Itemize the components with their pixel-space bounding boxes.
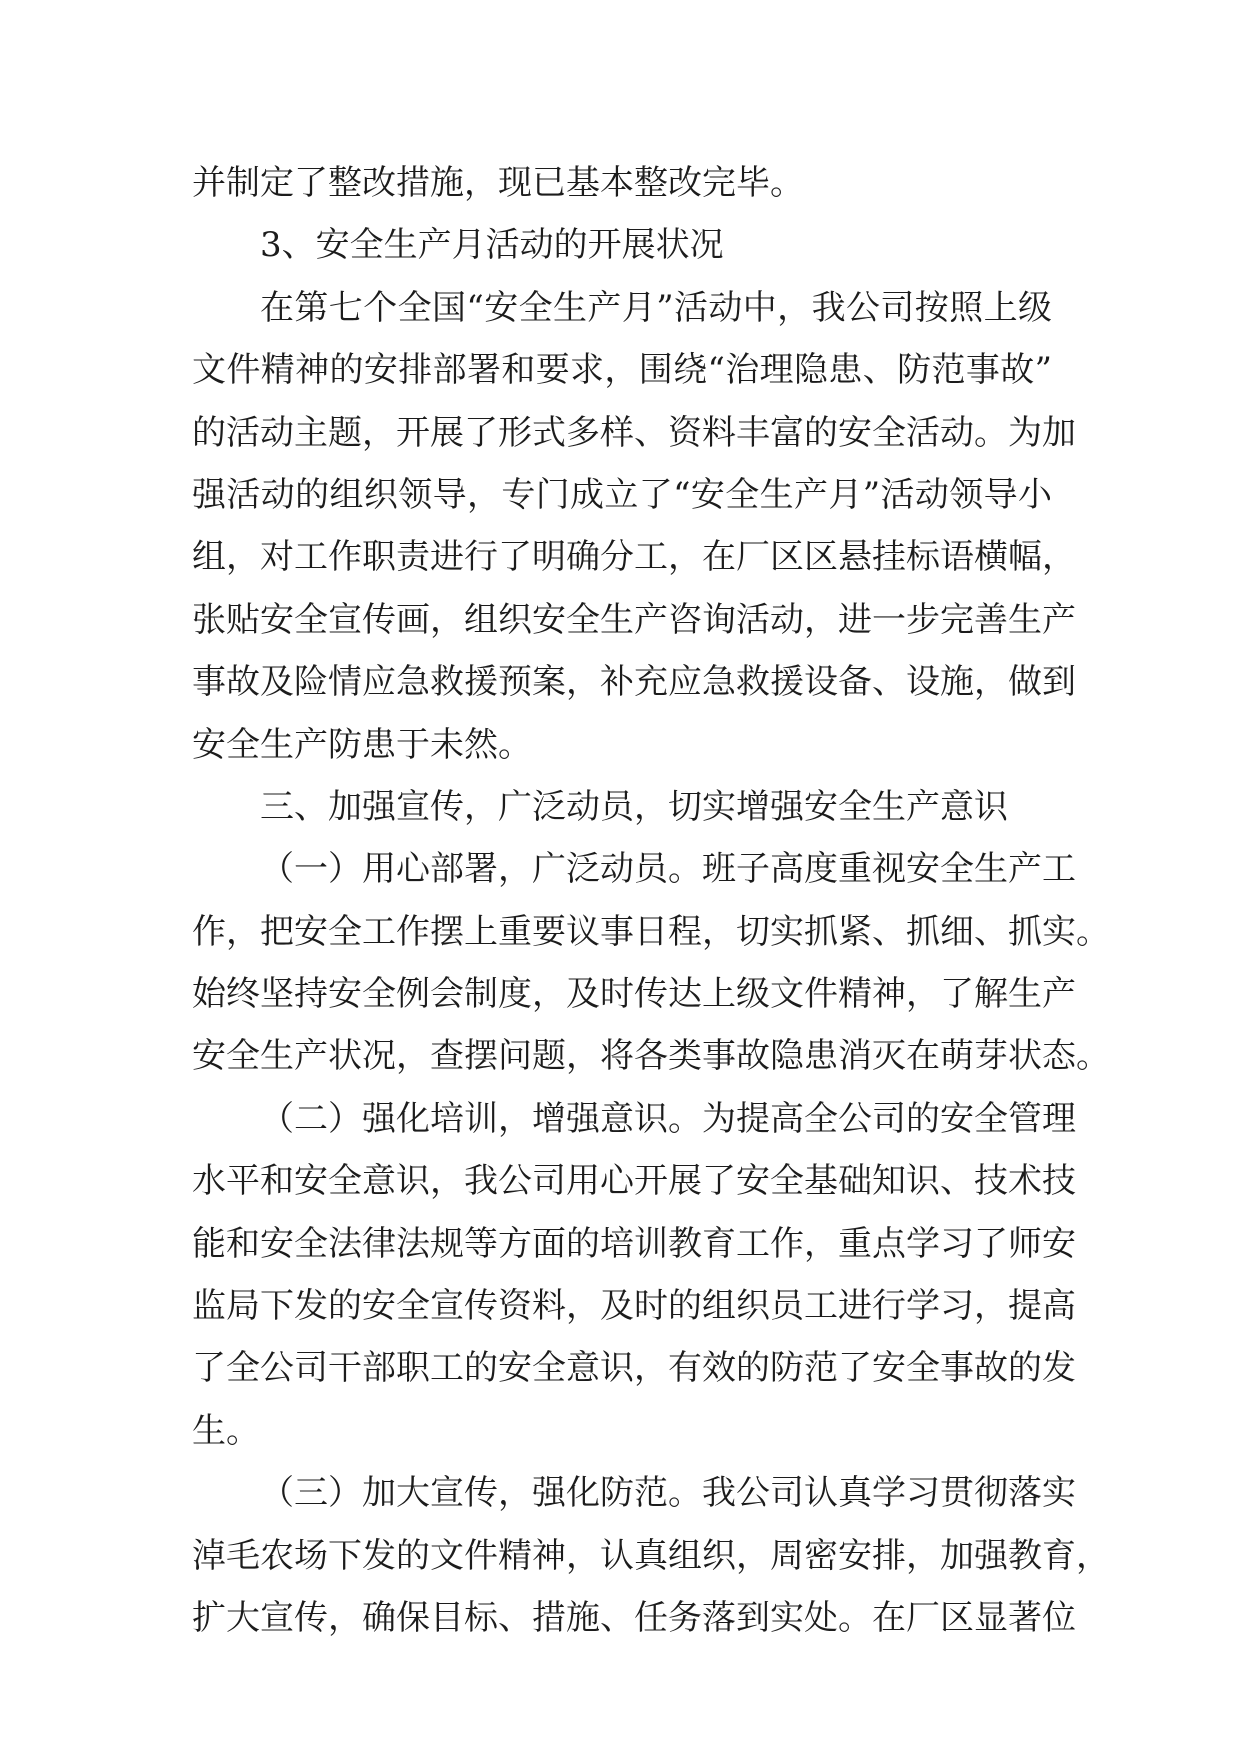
text-line: 能和安全法律法规等方面的培训教育工作，重点学习了师安 [192,1223,1076,1264]
text-line: 组，对工作职责进行了明确分工，在厂区区悬挂标语横幅， [192,537,1076,578]
text-line: 作，把安全工作摆上重要议事日程，切实抓紧、抓细、抓实。 [192,911,1110,952]
text-line: 强活动的组织领导，专门成立了“安全生产月”活动领导小 [192,474,1052,515]
text-line: 在第七个全国“安全生产月”活动中，我公司按照上级 [260,287,1052,328]
text-line: 了全公司干部职工的安全意识，有效的防范了安全事故的发 [192,1348,1076,1389]
text-line: 扩大宣传，确保目标、措施、任务落到实处。在厂区显著位 [192,1597,1076,1638]
document-body [192,152,1110,1649]
text-line: 事故及险情应急救援预案，补充应急救援设备、设施，做到 [192,662,1076,703]
text-line: 安全生产状况，查摆问题，将各类事故隐患消灭在萌芽状态。 [192,1036,1110,1077]
text-line: 的活动主题，开展了形式多样、资料丰富的安全活动。为加 [192,412,1076,453]
text-line: （二）强化培训，增强意识。为提高全公司的安全管理 [260,1098,1076,1139]
text-line: 文件精神的安排部署和要求，围绕“治理隐患、防范事故” [192,350,1052,391]
section-heading: 三、加强宣传，广泛动员，切实增强安全生产意识 [260,786,1008,827]
text-line: 生。 [192,1410,260,1451]
text-line: （一）用心部署，广泛动员。班子高度重视安全生产工 [260,849,1076,890]
text-line: 始终坚持安全例会制度，及时传达上级文件精神，了解生产 [192,974,1076,1015]
text-line: 并制定了整改措施，现已基本整改完毕。 [192,163,804,203]
text-line: 张贴安全宣传画，组织安全生产咨询活动，进一步完善生产 [192,599,1076,640]
text-line: 淖毛农场下发的文件精神，认真组织，周密安排，加强教育， [192,1535,1110,1576]
section-heading: 3、安全生产月活动的开展状况 [260,225,724,266]
text-line: 水平和安全意识，我公司用心开展了安全基础知识、技术技 [192,1161,1076,1202]
text-line: （三）加大宣传，强化防范。我公司认真学习贯彻落实 [260,1473,1076,1514]
text-line: 安全生产防患于未然。 [192,724,532,765]
text-line: 监局下发的安全宣传资料，及时的组织员工进行学习，提高 [192,1286,1076,1327]
